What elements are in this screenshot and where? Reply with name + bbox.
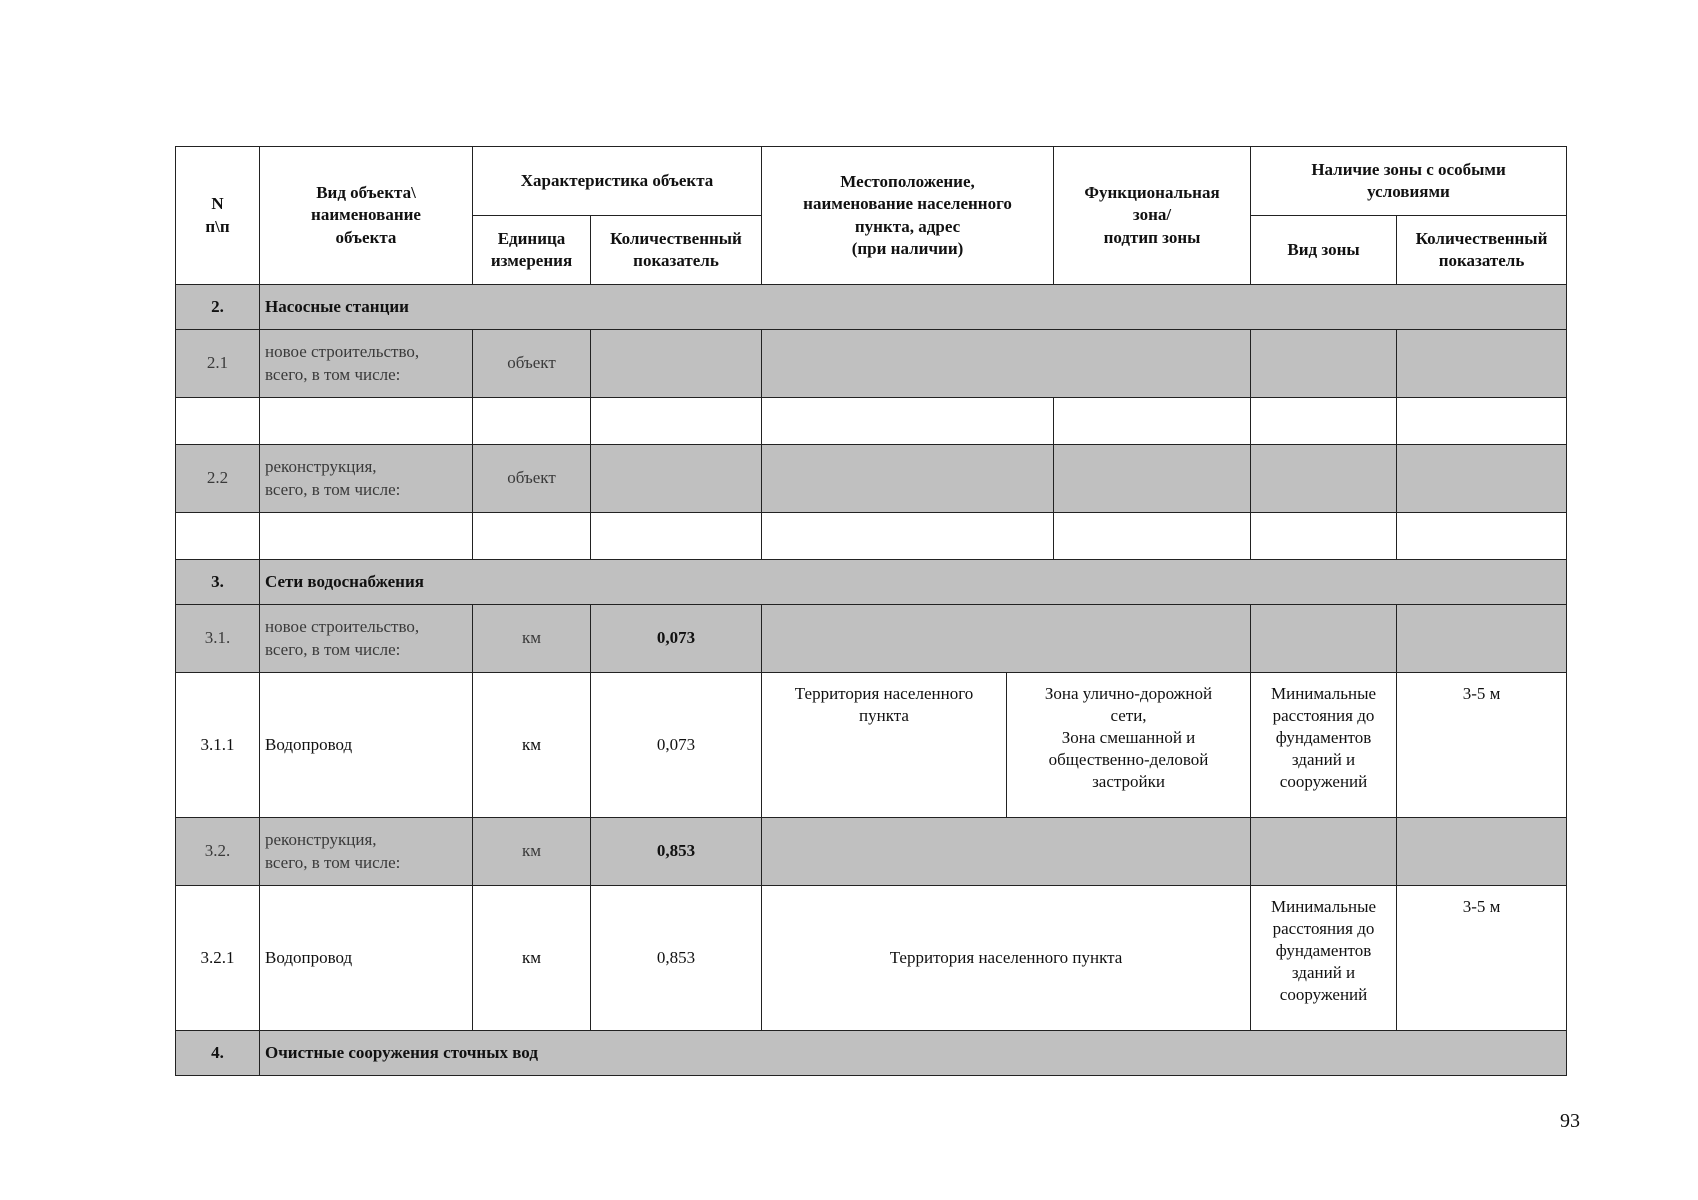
section-num: 3. (176, 560, 260, 605)
row-unit: объект (473, 445, 591, 513)
row-object-type: реконструкция, всего, в том числе: (260, 818, 473, 886)
empty-cell (1397, 398, 1567, 445)
row-location (762, 330, 1251, 398)
row-unit: объект (473, 330, 591, 398)
page-number: 93 (1560, 1110, 1580, 1132)
table-row-empty (176, 513, 1567, 560)
section-title: Насосные станции (260, 285, 1567, 330)
empty-cell (1397, 513, 1567, 560)
table-row (176, 330, 1567, 398)
row-object-type: Водопровод (260, 673, 473, 818)
row-zone-quantity (1397, 330, 1567, 398)
empty-cell (473, 398, 591, 445)
row-quantity: 0,073 (591, 673, 762, 818)
row-zone-quantity: 3-5 м (1397, 673, 1567, 818)
row-num: 2.1 (176, 330, 260, 398)
empty-cell (176, 398, 260, 445)
section-row (176, 285, 1567, 330)
header-num: N п\п (176, 147, 260, 285)
row-location (762, 818, 1251, 886)
table-row (176, 886, 1567, 1031)
row-object-type: реконструкция, всего, в том числе: (260, 445, 473, 513)
row-num: 3.1.1 (176, 673, 260, 818)
row-unit: км (473, 818, 591, 886)
header-location: Местоположение, наименование населенного пункта, адрес (при наличии) (762, 147, 1054, 285)
header-quantity: Количественный показатель (591, 216, 762, 285)
section-row (176, 560, 1567, 605)
row-zone-type (1251, 818, 1397, 886)
row-location (762, 605, 1251, 673)
table-row (176, 673, 1567, 818)
row-zone-type (1251, 445, 1397, 513)
row-num: 3.1. (176, 605, 260, 673)
row-location (762, 445, 1054, 513)
section-title: Сети водоснабжения (260, 560, 1567, 605)
header-special-zone: Наличие зоны с особыми условиями (1251, 147, 1567, 216)
row-zone-type (1251, 330, 1397, 398)
row-num: 2.2 (176, 445, 260, 513)
row-zone-quantity (1397, 445, 1567, 513)
empty-cell (1054, 513, 1251, 560)
row-location: Территория населенного пункта (762, 886, 1251, 1031)
empty-cell (762, 513, 1054, 560)
row-object-type: новое строительство, всего, в том числе: (260, 605, 473, 673)
empty-cell (260, 398, 473, 445)
row-quantity: 0,853 (591, 818, 762, 886)
row-object-type: Водопровод (260, 886, 473, 1031)
empty-cell (473, 513, 591, 560)
row-zone-quantity (1397, 818, 1567, 886)
empty-cell (260, 513, 473, 560)
row-functional-zone: Зона улично-дорожной сети, Зона смешанной и общественно-деловой застройки (1007, 673, 1251, 818)
row-functional-zone (1054, 445, 1251, 513)
header-row-1 (176, 147, 1567, 216)
empty-cell (176, 513, 260, 560)
section-row (176, 1031, 1567, 1076)
objects-table (175, 146, 1567, 1076)
empty-cell (1251, 398, 1397, 445)
header-unit: Единица измерения (473, 216, 591, 285)
row-quantity (591, 445, 762, 513)
header-functional-zone: Функциональная зона/ подтип зоны (1054, 147, 1251, 285)
header-zone-type: Вид зоны (1251, 216, 1397, 285)
row-unit: км (473, 886, 591, 1031)
empty-cell (1054, 398, 1251, 445)
header-object-type: Вид объекта\ наименование объекта (260, 147, 473, 285)
empty-cell (1251, 513, 1397, 560)
row-object-type: новое строительство, всего, в том числе: (260, 330, 473, 398)
table-row-empty (176, 398, 1567, 445)
table-row (176, 445, 1567, 513)
row-zone-quantity (1397, 605, 1567, 673)
row-zone-quantity: 3-5 м (1397, 886, 1567, 1031)
section-num: 4. (176, 1031, 260, 1076)
row-location: Территория населенного пункта (762, 673, 1007, 818)
empty-cell (762, 398, 1054, 445)
row-num: 3.2. (176, 818, 260, 886)
row-zone-type (1251, 605, 1397, 673)
empty-cell (591, 398, 762, 445)
section-title: Очистные сооружения сточных вод (260, 1031, 1567, 1076)
table-row (176, 605, 1567, 673)
empty-cell (591, 513, 762, 560)
row-zone-type: Минимальные расстояния до фундаментов зданий и сооружений (1251, 673, 1397, 818)
row-unit: км (473, 605, 591, 673)
header-zone-quantity: Количественный показатель (1397, 216, 1567, 285)
row-quantity: 0,073 (591, 605, 762, 673)
section-num: 2. (176, 285, 260, 330)
row-quantity (591, 330, 762, 398)
row-quantity: 0,853 (591, 886, 762, 1031)
header-characteristic: Характеристика объекта (473, 147, 762, 216)
row-zone-type: Минимальные расстояния до фундаментов зданий и сооружений (1251, 886, 1397, 1031)
row-num: 3.2.1 (176, 886, 260, 1031)
table-row (176, 818, 1567, 886)
row-unit: км (473, 673, 591, 818)
